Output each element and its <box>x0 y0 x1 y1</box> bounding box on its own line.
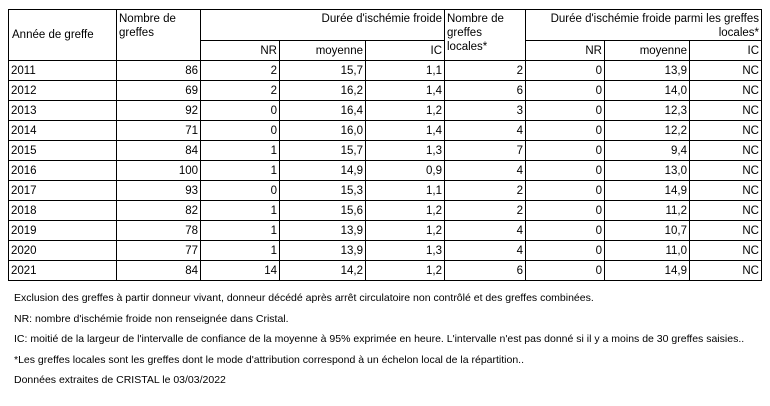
cell-grafts: 100 <box>117 161 201 181</box>
cell-year: 2020 <box>9 241 117 261</box>
cell-local-mean: 12,3 <box>605 101 690 121</box>
cell-ic: 1,2 <box>366 221 445 241</box>
cell-local-ic: NC <box>690 141 762 161</box>
header-local-nr: NR <box>526 41 605 61</box>
cell-ic: 1,1 <box>366 181 445 201</box>
cell-nr: 0 <box>201 181 280 201</box>
cell-nr: 0 <box>201 101 280 121</box>
cell-nr: 2 <box>201 61 280 81</box>
cell-year: 2021 <box>9 261 117 281</box>
cell-grafts: 84 <box>117 261 201 281</box>
cell-nr: 1 <box>201 161 280 181</box>
header-cold-ischemia: Durée d'ischémie froide <box>201 10 445 41</box>
table-row <box>9 141 762 161</box>
table-row <box>9 81 762 101</box>
cell-ic: 1,4 <box>366 81 445 101</box>
cell-year: 2018 <box>9 201 117 221</box>
cell-local-grafts: 7 <box>445 141 526 161</box>
cell-local-mean: 12,2 <box>605 121 690 141</box>
cell-mean: 16,4 <box>280 101 366 121</box>
table-row <box>9 201 762 221</box>
table-row <box>9 61 762 81</box>
cell-year: 2017 <box>9 181 117 201</box>
cell-local-ic: NC <box>690 81 762 101</box>
cell-nr: 1 <box>201 221 280 241</box>
note-ic-definition: IC: moitié de la largeur de l'intervalle de confiance de la moyenne à 95% exprimée en heure. L'intervalle n'est pas donné si il y a moins de 30 greffes saisies.. <box>14 333 745 346</box>
cell-local-ic: NC <box>690 221 762 241</box>
cell-ic: 1,3 <box>366 141 445 161</box>
note-data-source: Données extraites de CRISTAL le 03/03/2022 <box>14 374 226 387</box>
header-local-ic: IC <box>690 41 762 61</box>
cell-ic: 1,1 <box>366 61 445 81</box>
cell-local-grafts: 3 <box>445 101 526 121</box>
cell-grafts: 77 <box>117 241 201 261</box>
table-row <box>9 181 762 201</box>
cell-year: 2016 <box>9 161 117 181</box>
cell-local-mean: 9,4 <box>605 141 690 161</box>
cell-ic: 1,3 <box>366 241 445 261</box>
cell-mean: 15,7 <box>280 141 366 161</box>
cell-local-nr: 0 <box>526 201 605 221</box>
cell-mean: 13,9 <box>280 221 366 241</box>
cell-year: 2015 <box>9 141 117 161</box>
cell-local-mean: 14,9 <box>605 261 690 281</box>
cell-mean: 15,3 <box>280 181 366 201</box>
note-local-grafts-definition: *Les greffes locales sont les greffes dont le mode d'attribution correspond à un échelon local de la répartition.. <box>14 353 525 366</box>
cell-mean: 15,7 <box>280 61 366 81</box>
cell-grafts: 82 <box>117 201 201 221</box>
header-year: Année de greffe <box>9 10 117 61</box>
cell-nr: 0 <box>201 121 280 141</box>
cell-local-nr: 0 <box>526 101 605 121</box>
cell-local-ic: NC <box>690 201 762 221</box>
cell-local-ic: NC <box>690 261 762 281</box>
cell-grafts: 93 <box>117 181 201 201</box>
cell-mean: 14,9 <box>280 161 366 181</box>
cell-local-mean: 13,9 <box>605 61 690 81</box>
cell-local-nr: 0 <box>526 121 605 141</box>
cell-local-nr: 0 <box>526 81 605 101</box>
table-row <box>9 121 762 141</box>
cell-nr: 1 <box>201 141 280 161</box>
cell-local-grafts: 4 <box>445 241 526 261</box>
header-cold-ischemia-local: Durée d'ischémie froide parmi les greffes locales* <box>526 10 762 41</box>
cell-grafts: 84 <box>117 141 201 161</box>
cell-local-ic: NC <box>690 181 762 201</box>
table-row <box>9 101 762 121</box>
cell-nr: 1 <box>201 201 280 221</box>
cell-local-mean: 10,7 <box>605 221 690 241</box>
header-grafts-count: Nombre de greffes <box>117 10 201 61</box>
cell-local-grafts: 4 <box>445 221 526 241</box>
cell-local-grafts: 4 <box>445 161 526 181</box>
cell-mean: 16,2 <box>280 81 366 101</box>
cell-local-nr: 0 <box>526 181 605 201</box>
cell-local-mean: 14,0 <box>605 81 690 101</box>
cell-grafts: 71 <box>117 121 201 141</box>
table-row <box>9 221 762 241</box>
cell-nr: 2 <box>201 81 280 101</box>
header-local-grafts-count: Nombre de greffes locales* <box>445 10 526 61</box>
cell-local-nr: 0 <box>526 261 605 281</box>
cell-local-grafts: 4 <box>445 121 526 141</box>
table-row <box>9 241 762 261</box>
cell-local-mean: 11,0 <box>605 241 690 261</box>
cell-local-ic: NC <box>690 121 762 141</box>
cell-grafts: 69 <box>117 81 201 101</box>
cell-local-nr: 0 <box>526 221 605 241</box>
cell-local-grafts: 2 <box>445 181 526 201</box>
cell-local-grafts: 6 <box>445 261 526 281</box>
cell-local-ic: NC <box>690 241 762 261</box>
header-ic: IC <box>366 41 445 61</box>
note-nr-definition: NR: nombre d'ischémie froide non renseignée dans Cristal. <box>14 312 289 325</box>
cell-mean: 14,2 <box>280 261 366 281</box>
cell-grafts: 86 <box>117 61 201 81</box>
cell-mean: 15,6 <box>280 201 366 221</box>
cell-local-nr: 0 <box>526 241 605 261</box>
cell-year: 2014 <box>9 121 117 141</box>
cell-ic: 1,2 <box>366 101 445 121</box>
cell-local-grafts: 6 <box>445 81 526 101</box>
header-mean: moyenne <box>280 41 366 61</box>
cell-local-mean: 13,0 <box>605 161 690 181</box>
cell-local-ic: NC <box>690 101 762 121</box>
cell-mean: 16,0 <box>280 121 366 141</box>
cell-year: 2011 <box>9 61 117 81</box>
footnotes <box>14 288 744 391</box>
cell-grafts: 92 <box>117 101 201 121</box>
header-local-mean: moyenne <box>605 41 690 61</box>
cell-local-mean: 11,2 <box>605 201 690 221</box>
cell-local-ic: NC <box>690 61 762 81</box>
header-nr: NR <box>201 41 280 61</box>
cell-mean: 13,9 <box>280 241 366 261</box>
cell-local-nr: 0 <box>526 61 605 81</box>
cell-year: 2012 <box>9 81 117 101</box>
cell-local-mean: 14,9 <box>605 181 690 201</box>
cell-ic: 1,2 <box>366 201 445 221</box>
cell-ic: 0,9 <box>366 161 445 181</box>
cell-local-nr: 0 <box>526 161 605 181</box>
table-row <box>9 161 762 181</box>
cell-local-nr: 0 <box>526 141 605 161</box>
cell-ic: 1,2 <box>366 261 445 281</box>
cell-local-grafts: 2 <box>445 201 526 221</box>
cell-ic: 1,4 <box>366 121 445 141</box>
ischemia-table <box>8 9 762 281</box>
note-exclusion: Exclusion des greffes à partir donneur vivant, donneur décédé après arrêt circulatoire non contrôlé et des greffes combinées. <box>14 292 594 304</box>
cell-local-ic: NC <box>690 161 762 181</box>
table-row <box>9 261 762 281</box>
cell-grafts: 78 <box>117 221 201 241</box>
cell-year: 2013 <box>9 101 117 121</box>
cell-nr: 14 <box>201 261 280 281</box>
cell-nr: 1 <box>201 241 280 261</box>
cell-local-grafts: 2 <box>445 61 526 81</box>
cell-year: 2019 <box>9 221 117 241</box>
